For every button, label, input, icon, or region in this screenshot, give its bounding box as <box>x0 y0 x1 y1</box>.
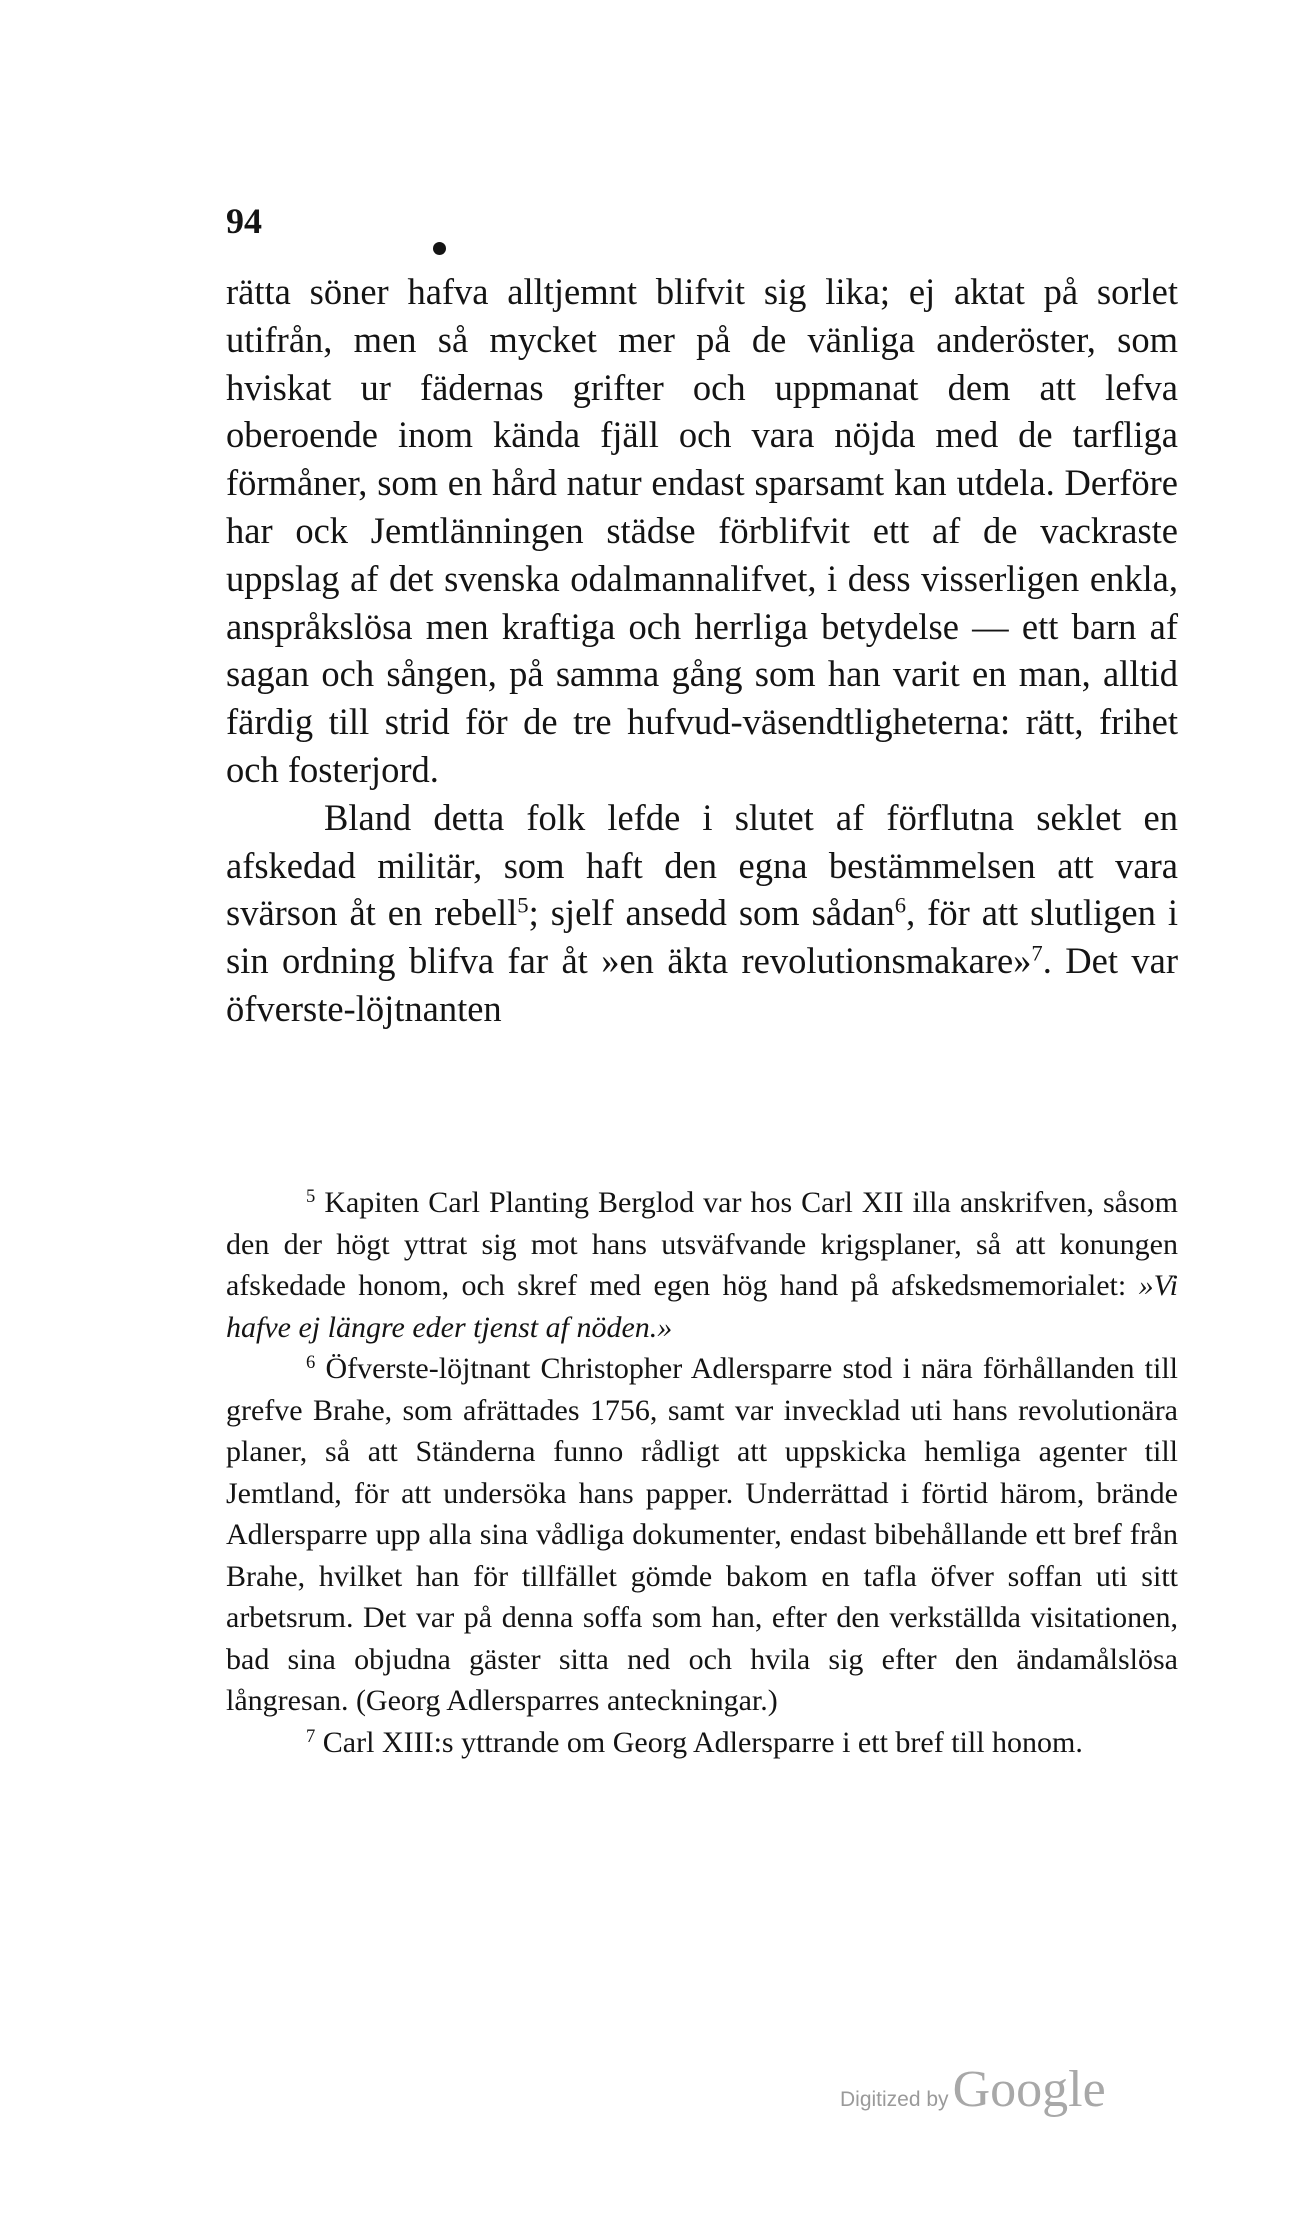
main-text <box>226 268 1178 1033</box>
footnote <box>226 1722 1178 1764</box>
footnote-marker: 6 <box>306 1351 316 1373</box>
google-logo: Google <box>952 2061 1106 2118</box>
digitized-watermark <box>840 2060 1106 2120</box>
paragraph-text: , för att slutligen i sin ordning blifva far åt »en äkta revolutionsmakare» <box>226 892 1178 982</box>
watermark-label: Digitized by <box>840 2088 949 2111</box>
footnote-marker: 7 <box>306 1725 316 1747</box>
footnote-marker: 5 <box>306 1185 316 1207</box>
footnote-text: Öfverste-löjtnant Christopher Adlersparre stod i nära förhållanden till grefve Brahe, som afrättades 1756, samt var invecklad uti hans revolutionära planer, så att Ständerna funno rådligt att uppskicka hemliga agenter till Jemtland, för att undersöka hans papper. Underrättad i förtid härom, brände Adlersparre upp alla sina vådliga dokumenter, endast bibehållande ett bref från Brahe, hvilket han för tillfället gömde bakom en tafla öfver soffan uti sitt arbetsrum. Det var på denna soffa som han, efter den verkställda visitationen, bad sina objudna gäster sitta ned och hvila sig efter den ändamålslösa långresan. (Georg Adlersparres anteckningar.) <box>226 1352 1178 1717</box>
footnote-text: Kapiten Carl Planting Berglod var hos Carl XII illa anskrifven, såsom den der högt yttrat sig mot hans utsväfvande krigsplaner, så att konungen afskedade honom, och skref med egen hög hand på afskedsmemorialet: <box>226 1186 1178 1302</box>
paragraph-text: . Det var öfverste-löjtnanten <box>226 940 1178 1029</box>
footnote-reference: 6 <box>894 892 907 918</box>
paragraph-text: ; sjelf ansedd som sådan <box>528 892 895 934</box>
footnote-reference: 7 <box>1031 940 1043 966</box>
footnote <box>226 1182 1178 1348</box>
footnote <box>226 1348 1178 1722</box>
footnotes <box>226 1182 1178 1763</box>
footnote-text: Carl XIII:s yttrande om Georg Adlersparre i ett bref till honom. <box>315 1725 1083 1759</box>
ink-dot <box>433 242 446 255</box>
paragraph <box>226 794 1178 1033</box>
footnote-quote: »Vi hafve ej längre eder tjenst af nöden.» <box>226 1269 1178 1344</box>
footnote-reference: 5 <box>517 892 529 918</box>
page-number: 94 <box>226 201 262 241</box>
paragraph-text: Bland detta folk lefde i slutet af förflutna seklet en afskedad militär, som haft den egna bestämmelsen att vara svärson åt en rebell <box>226 796 1178 934</box>
paragraph: rätta söner hafva alltjemnt blifvit sig lika; ej aktat på sorlet utifrån, men så mycket mer på de vänliga anderöster, som hviskat ur fädernas grifter och uppmanat dem att lefva oberoende inom kända fjäll och vara nöjda med de tarfliga förmåner, som en hård natur endast sparsamt kan utdela. Derföre har ock Jemtlänningen städse förblifvit ett af de vackraste uppslag af det svenska odalmannalifvet, i dess visserligen enkla, anspråkslösa men kraftiga och herrliga betydelse — ett barn af sagan och sången, på samma gång som han varit en man, alltid färdig till strid för de tre hufvud-väsendtligheterna: rätt, frihet och fosterjord. <box>226 271 1178 790</box>
